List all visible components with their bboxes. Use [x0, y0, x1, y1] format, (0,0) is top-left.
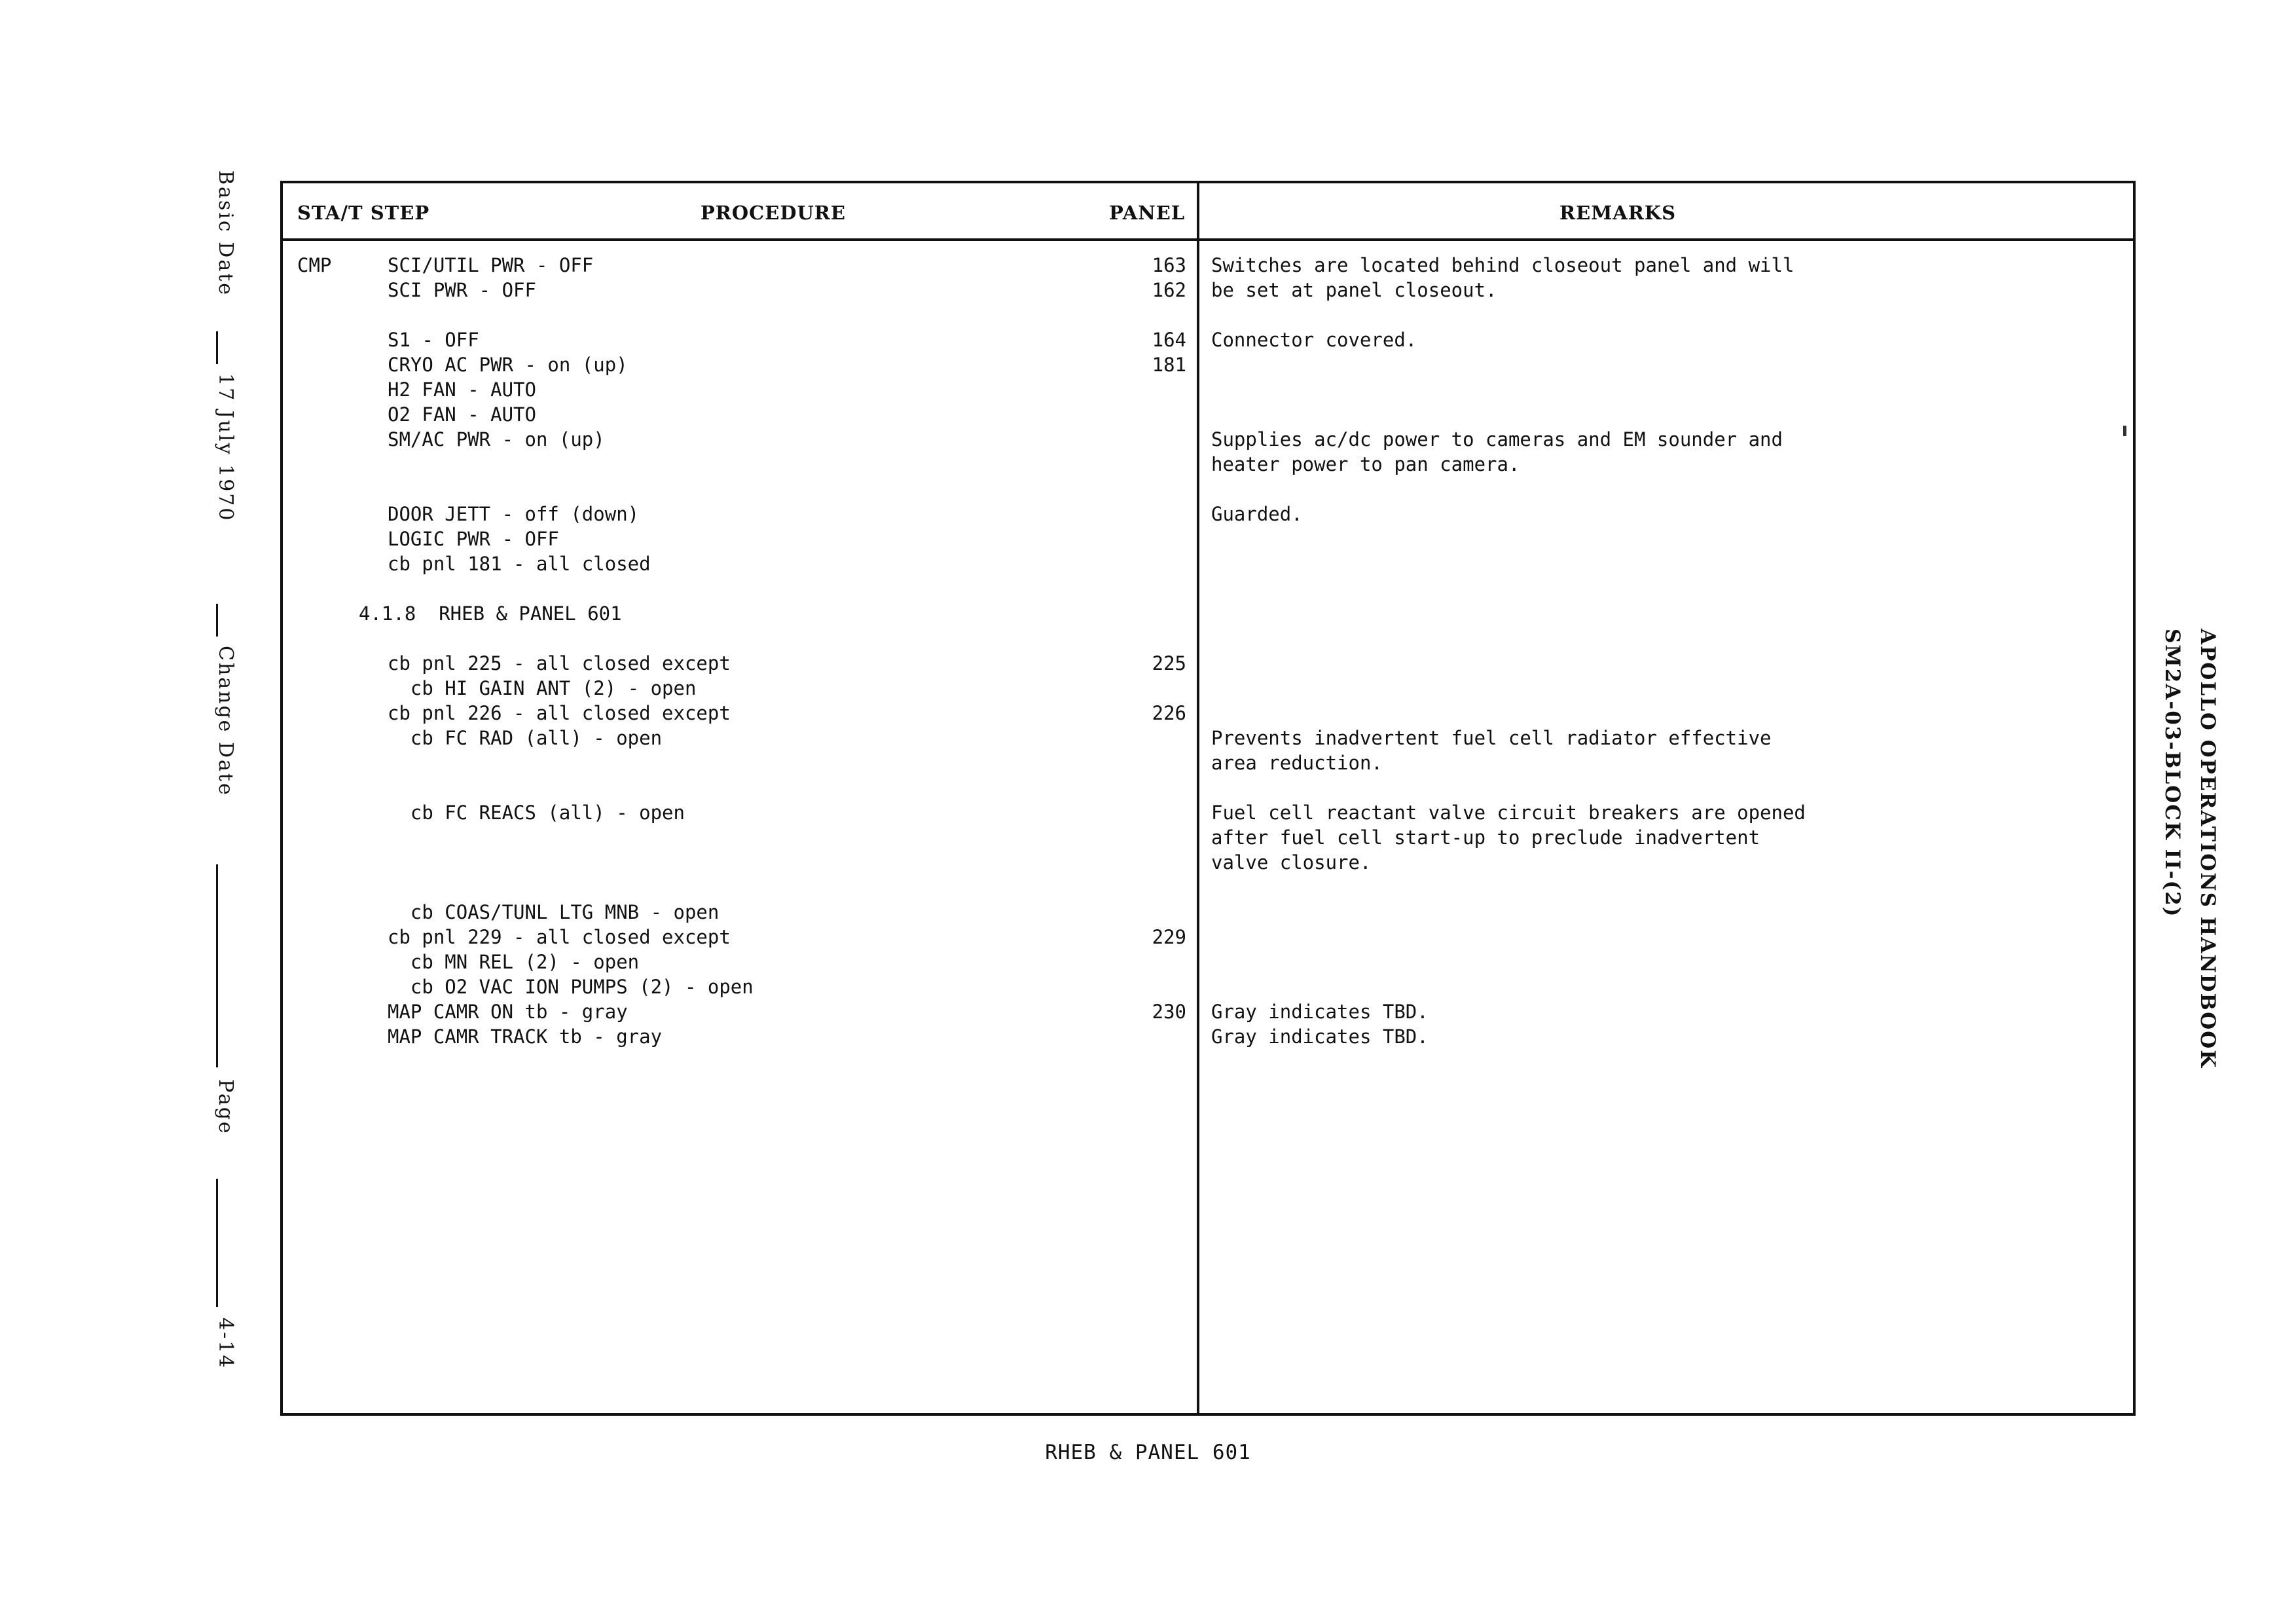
cell-procedure: cb FC RAD (all) - open — [388, 727, 663, 749]
document-title: APOLLO OPERATIONS HANDBOOK — [2196, 629, 2219, 1069]
cell-remarks: Gray indicates TBD. — [1211, 1025, 1429, 1048]
cell-remarks: Gray indicates TBD. — [1211, 1001, 1429, 1023]
cell-procedure: cb HI GAIN ANT (2) - open — [388, 677, 697, 699]
table-row — [283, 578, 2133, 602]
margin-rule-1 — [216, 331, 218, 364]
table-row — [283, 702, 2133, 727]
table-row — [283, 453, 2133, 478]
change-date-label: Change Date — [214, 646, 237, 797]
cell-remarks: after fuel cell start-up to preclude inadvertent — [1211, 826, 1760, 849]
cell-panel: 229 — [1152, 926, 1186, 948]
cell-panel: 226 — [1152, 702, 1186, 724]
procedure-table — [280, 181, 2136, 1416]
page-number: 4-14 — [214, 1318, 237, 1370]
table-row — [283, 1001, 2133, 1025]
cell-remarks: Switches are located behind closeout panel and will — [1211, 254, 1795, 276]
table-row — [283, 354, 2133, 378]
table-row — [283, 951, 2133, 976]
cell-remarks: heater power to pan camera. — [1211, 453, 1520, 475]
table-row — [283, 1025, 2133, 1050]
table-row — [283, 727, 2133, 752]
cell-remarks: be set at panel closeout. — [1211, 279, 1497, 301]
table-row — [283, 478, 2133, 503]
cell-procedure: SM/AC PWR - on (up) — [388, 428, 605, 451]
table-row — [283, 528, 2133, 553]
column-header-sta-step: STA/T STEP — [297, 202, 430, 224]
table-row — [283, 777, 2133, 802]
cell-procedure: MAP CAMR TRACK tb - gray — [388, 1025, 663, 1048]
table-row — [283, 876, 2133, 901]
table-row — [283, 802, 2133, 826]
table-row — [283, 627, 2133, 652]
cell-procedure: O2 FAN - AUTO — [388, 403, 536, 426]
cell-procedure: cb pnl 225 - all closed except — [388, 652, 731, 674]
cell-panel: 163 — [1152, 254, 1186, 276]
cell-procedure: cb O2 VAC ION PUMPS (2) - open — [388, 976, 754, 998]
table-row — [283, 403, 2133, 428]
cell-remarks: Supplies ac/dc power to cameras and EM sounder and — [1211, 428, 1783, 451]
cell-procedure: cb COAS/TUNL LTG MNB - open — [388, 901, 720, 923]
cell-procedure: SCI/UTIL PWR - OFF — [388, 254, 594, 276]
table-row — [283, 652, 2133, 677]
table-body — [283, 241, 2133, 1413]
column-header-procedure: PROCEDURE — [701, 202, 846, 224]
table-row — [283, 428, 2133, 453]
column-header-panel: PANEL — [1109, 202, 1186, 224]
column-header-remarks: REMARKS — [1559, 202, 1677, 224]
table-row — [283, 926, 2133, 951]
cell-procedure: S1 - OFF — [388, 329, 479, 351]
cell-remarks: valve closure. — [1211, 851, 1372, 874]
table-row — [283, 851, 2133, 876]
cell-procedure: cb pnl 226 - all closed except — [388, 702, 731, 724]
left-margin-legend — [208, 170, 267, 1414]
table-row — [283, 553, 2133, 578]
basic-date-label: Basic Date — [214, 170, 237, 297]
margin-rule-2 — [216, 604, 218, 637]
cell-procedure: MAP CAMR ON tb - gray — [388, 1001, 628, 1023]
table-row — [283, 279, 2133, 304]
table-row — [283, 752, 2133, 777]
page-label: Page — [214, 1079, 237, 1135]
cell-panel: 164 — [1152, 329, 1186, 351]
table-row — [283, 976, 2133, 1001]
cell-panel: 181 — [1152, 354, 1186, 376]
cell-panel: 162 — [1152, 279, 1186, 301]
cell-procedure: DOOR JETT - off (down) — [388, 503, 640, 525]
table-row — [283, 378, 2133, 403]
cell-section-heading: 4.1.8 RHEB & PANEL 601 — [359, 602, 622, 625]
cell-procedure: cb MN REL (2) - open — [388, 951, 640, 973]
table-row — [283, 677, 2133, 702]
table-header-row — [283, 183, 2133, 241]
cell-procedure: cb pnl 181 - all closed — [388, 553, 651, 575]
basic-date-value: 17 July 1970 — [214, 373, 237, 523]
table-row — [283, 901, 2133, 926]
table-row — [283, 254, 2133, 279]
cell-panel: 225 — [1152, 652, 1186, 674]
cell-remarks: Fuel cell reactant valve circuit breakers are opened — [1211, 802, 1806, 824]
cell-procedure: cb FC REACS (all) - open — [388, 802, 685, 824]
table-row — [283, 503, 2133, 528]
margin-rule-3 — [216, 864, 218, 1067]
cell-procedure: H2 FAN - AUTO — [388, 378, 536, 401]
cell-procedure: SCI PWR - OFF — [388, 279, 536, 301]
right-margin-legend — [2154, 196, 2246, 1441]
margin-rule-4 — [216, 1179, 218, 1307]
cell-procedure: CRYO AC PWR - on (up) — [388, 354, 628, 376]
table-row — [283, 304, 2133, 329]
cell-panel: 230 — [1152, 1001, 1186, 1023]
cell-remarks: area reduction. — [1211, 752, 1383, 774]
header-column-divider — [1197, 183, 1199, 238]
cell-procedure: LOGIC PWR - OFF — [388, 528, 559, 550]
cell-remarks: Connector covered. — [1211, 329, 1417, 351]
cell-remarks: Prevents inadvertent fuel cell radiator effective — [1211, 727, 1772, 749]
table-row — [283, 602, 2133, 627]
cell-sta-step: CMP — [297, 254, 332, 276]
table-row — [283, 826, 2133, 851]
table-row — [283, 329, 2133, 354]
cell-remarks: Guarded. — [1211, 503, 1303, 525]
footer-caption: RHEB & PANEL 601 — [1045, 1441, 1251, 1464]
document-number: SM2A-03-BLOCK II-(2) — [2160, 629, 2184, 918]
cell-procedure: cb pnl 229 - all closed except — [388, 926, 731, 948]
